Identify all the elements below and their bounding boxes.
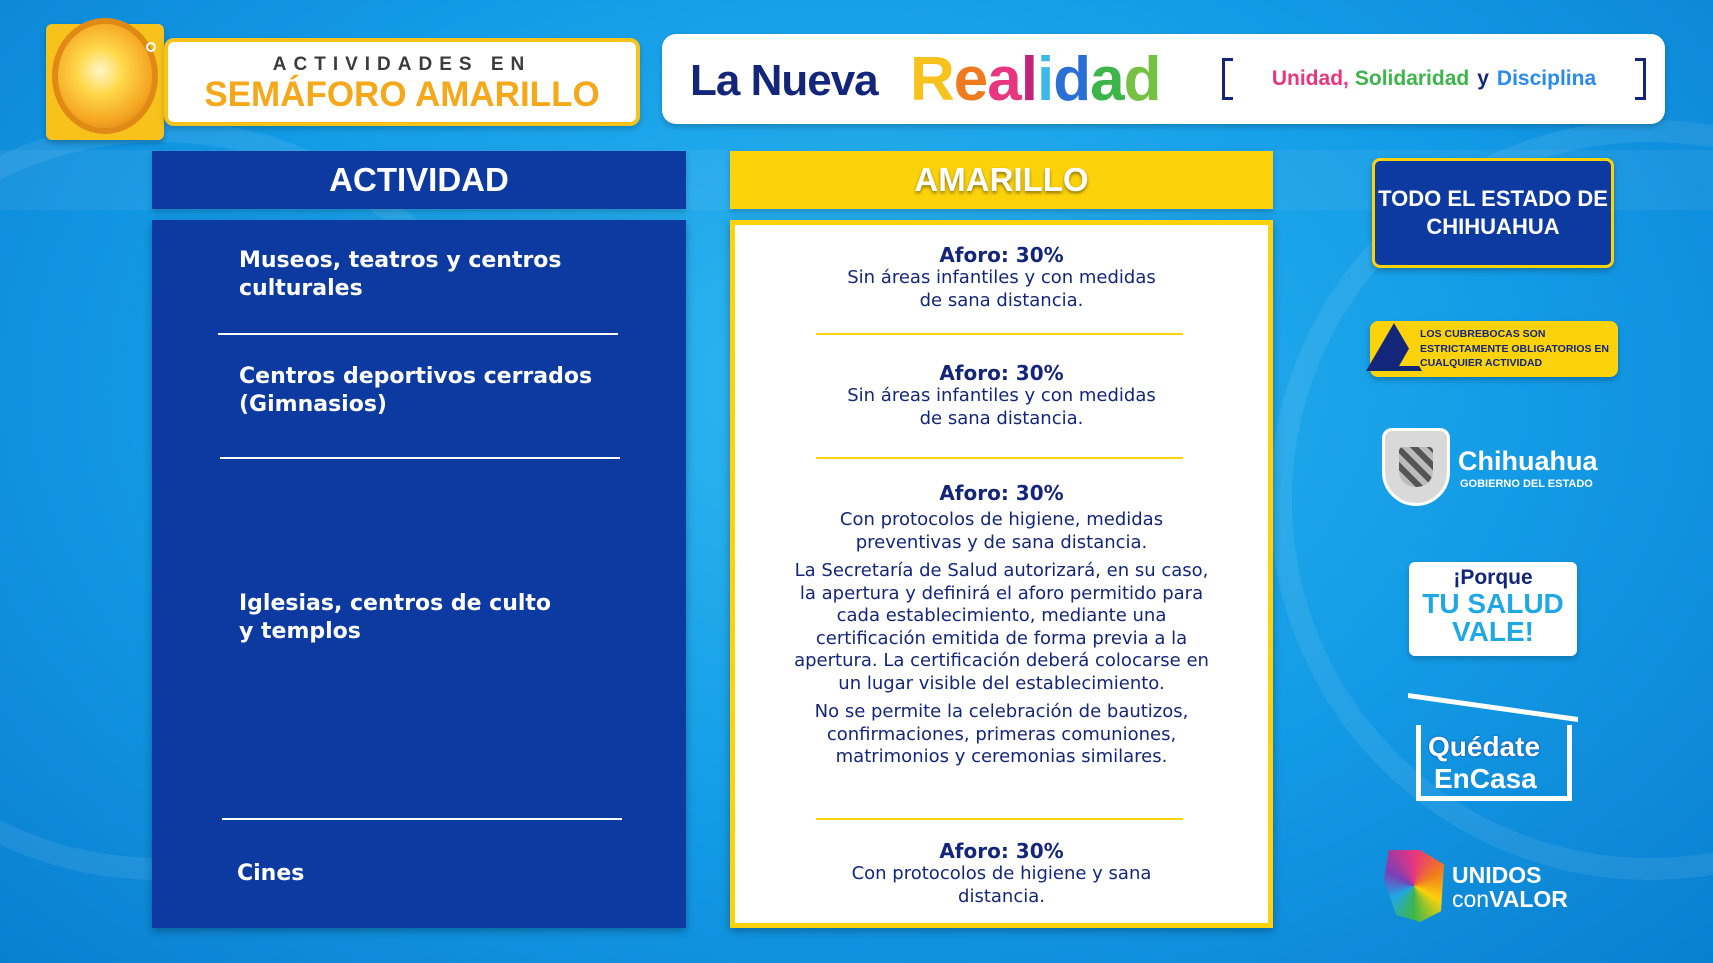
aforo-detail: Sin áreas infantiles y con medidas de sana distancia. <box>847 385 1156 429</box>
salud-line-2: TU SALUD <box>1422 588 1564 619</box>
realidad-letter: d <box>1123 45 1161 114</box>
brand-banner <box>662 34 1665 124</box>
aforo-label: Aforo: 30% <box>939 361 1064 385</box>
aforo-detail: No se permite la celebración de bautizos, confirmaciones, primeras comuniones, matrimonios y ceremonias similares. <box>814 701 1189 767</box>
realidad-letter: R <box>910 45 954 114</box>
gov-subtitle: GOBIERNO DEL ESTADO <box>1460 478 1593 490</box>
quedate-en-casa-logo <box>1408 705 1578 801</box>
unidos-line-2 <box>1452 886 1568 913</box>
realidad-letter: a <box>987 45 1021 114</box>
motto-unidad: Unidad <box>1271 67 1344 90</box>
activity-item: Iglesias, centros de culto y templos <box>239 591 552 644</box>
title-box <box>164 38 640 126</box>
traffic-light-icon <box>46 24 164 140</box>
header-title-badge <box>46 8 640 132</box>
casa-line-1: Quédate <box>1428 731 1541 762</box>
light-dot-icon <box>146 42 156 52</box>
aforo-label: Aforo: 30% <box>939 839 1064 863</box>
aforo-detail: Con protocolos de higiene y sana distancia. <box>851 863 1152 907</box>
activity-item: Centros deportivos cerrados (Gimnasios) <box>239 364 593 417</box>
column-header-actividad: ACTIVIDAD <box>152 151 686 209</box>
exclamation-icon: ! <box>1390 335 1398 362</box>
brand-realidad <box>910 44 1160 115</box>
realidad-letter: i <box>1036 45 1054 114</box>
unidos-con: con <box>1452 886 1490 912</box>
motto <box>1222 58 1646 100</box>
motto-comma: , <box>1343 67 1349 90</box>
yellow-light-icon <box>58 24 152 128</box>
estado-badge: TODO EL ESTADO DE CHIHUAHUA <box>1372 158 1614 268</box>
tu-salud-vale-logo <box>1409 562 1577 656</box>
motto-y: y <box>1477 67 1489 90</box>
brand-la-nueva: La Nueva <box>690 56 878 105</box>
casa-line-2: EnCasa <box>1434 763 1537 794</box>
amarillo-divider <box>816 818 1183 820</box>
amarillo-block <box>735 839 1268 908</box>
aforo-label: Aforo: 30% <box>939 243 1064 267</box>
aforo-detail: Sin áreas infantiles y con medidas de sana distancia. <box>847 267 1156 311</box>
amarillo-block <box>735 361 1268 430</box>
activity-item: Cines <box>237 861 305 886</box>
unidos-valor: VALOR <box>1489 886 1568 912</box>
title-top: ACTIVIDADES EN <box>272 54 532 75</box>
amarillo-panel <box>730 220 1273 928</box>
aforo-label: Aforo: 30% <box>939 481 1064 505</box>
motto-disciplina: Disciplina <box>1496 67 1597 90</box>
realidad-letter: e <box>953 45 988 114</box>
mask-warning-badge <box>1370 321 1618 377</box>
unidos-line-1: UNIDOS <box>1452 862 1542 888</box>
gov-name: Chihuahua <box>1458 446 1598 476</box>
realidad-letter: d <box>1053 45 1091 114</box>
unidos-con-valor-logo <box>1384 846 1614 926</box>
amarillo-block <box>735 243 1268 312</box>
salud-line-1: ¡Porque <box>1453 566 1533 589</box>
amarillo-block <box>735 481 1268 769</box>
activity-divider <box>222 818 622 820</box>
activity-divider <box>220 457 620 459</box>
title-main: SEMÁFORO AMARILLO <box>204 75 600 114</box>
column-header-amarillo: AMARILLO <box>730 151 1273 209</box>
salud-line-3: VALE! <box>1452 616 1534 647</box>
shield-icon <box>1382 428 1450 506</box>
state-map-icon <box>1384 850 1444 922</box>
motto-solidaridad: Solidaridad <box>1354 67 1470 90</box>
aforo-detail: La Secretaría de Salud autorizará, en su caso, la apertura y definirá el aforo permitido para cada establecimiento, mediante una certificación emitida de forma previa a la apertura. La certificación deberá colocarse en un lugar visible del establecimiento. <box>794 560 1209 694</box>
amarillo-divider <box>816 457 1183 459</box>
realidad-letter: a <box>1090 45 1124 114</box>
gobierno-chihuahua-logo <box>1382 428 1612 508</box>
activity-item: Museos, teatros y centros culturales <box>239 248 562 301</box>
activity-panel <box>152 220 686 928</box>
amarillo-divider <box>816 333 1183 335</box>
warning-text: LOS CUBREBOCAS SON ESTRICTAMENTE OBLIGATORIOS EN CUALQUIER ACTIVIDAD <box>1420 328 1610 369</box>
realidad-letter: l <box>1020 45 1037 114</box>
aforo-detail: Con protocolos de higiene, medidas preventivas y de sana distancia. <box>839 509 1164 553</box>
activity-divider <box>218 333 618 335</box>
